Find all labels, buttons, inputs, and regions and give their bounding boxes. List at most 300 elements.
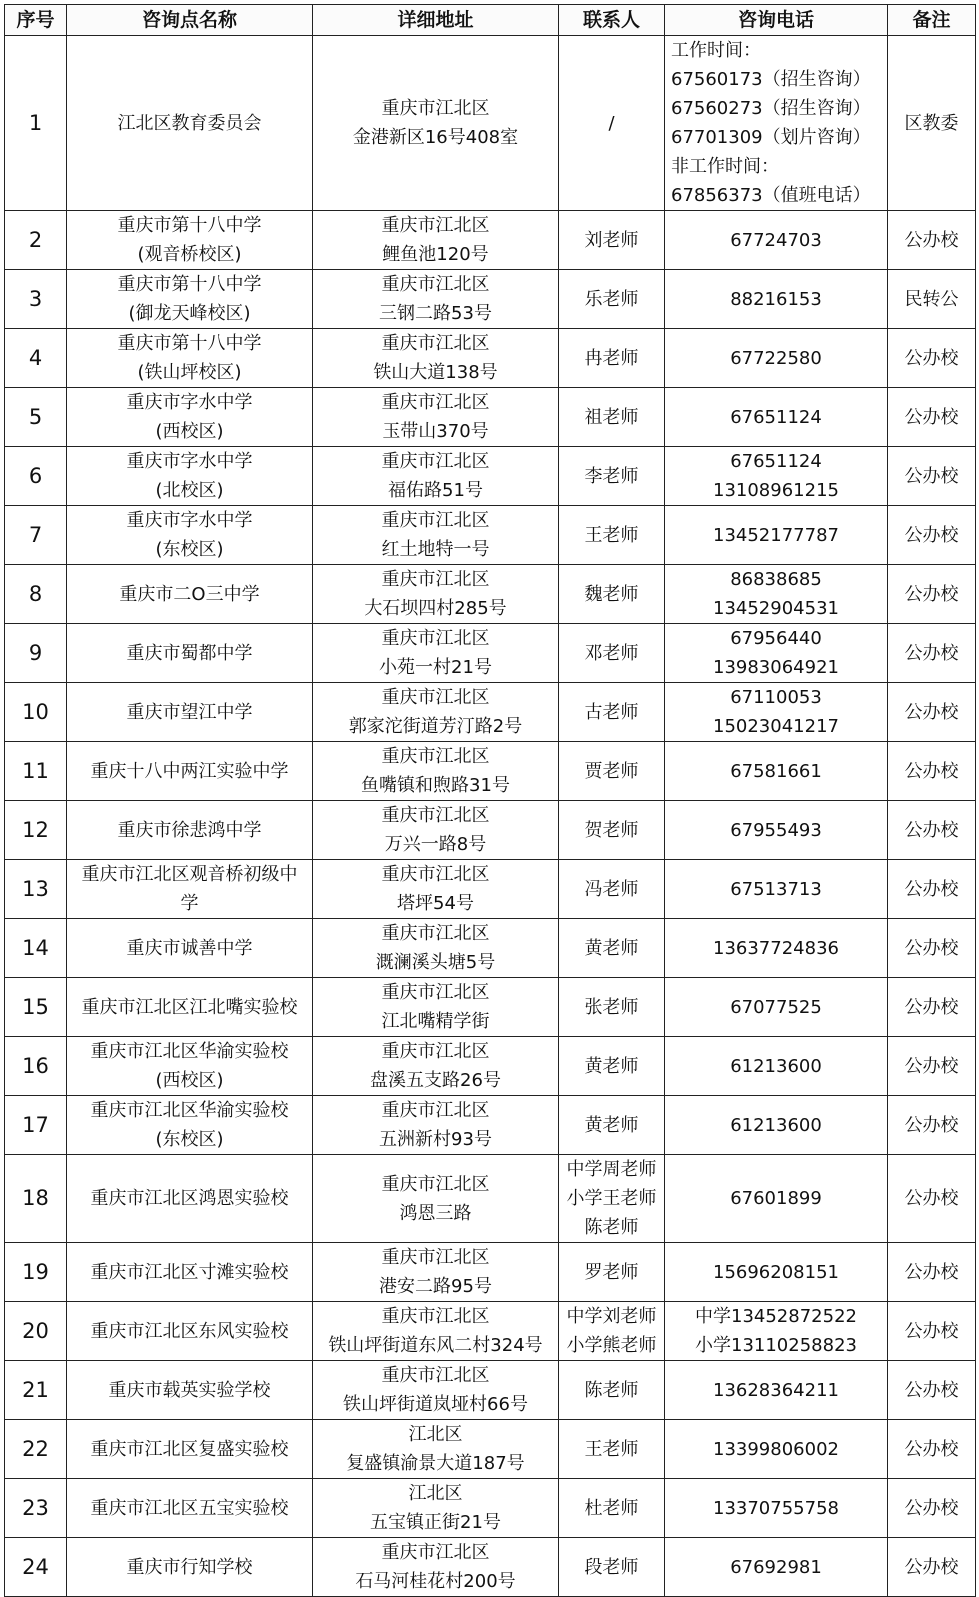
- table-row: [5, 270, 976, 329]
- table-row: [5, 1155, 976, 1243]
- cell-address-line: 万兴一路8号: [384, 834, 487, 855]
- cell-contact: [559, 1420, 665, 1479]
- cell-note: 公办校: [888, 506, 976, 565]
- cell-name: [67, 1096, 313, 1155]
- cell-phone: [665, 1302, 888, 1361]
- table-row: [5, 1361, 976, 1420]
- cell-no: 11: [5, 742, 67, 801]
- table-row: [5, 1479, 976, 1538]
- cell-no: 12: [5, 801, 67, 860]
- cell-address-line: 溉澜溪头塘5号: [375, 952, 496, 973]
- cell-contact: [559, 565, 665, 624]
- cell-name-line: (东校区): [155, 1129, 224, 1150]
- cell-phone: [665, 1096, 888, 1155]
- cell-address-line: 重庆市江北区: [381, 864, 490, 885]
- cell-address-line: 盘溪五支路26号: [370, 1070, 501, 1091]
- cell-name: [67, 1361, 313, 1420]
- cell-address-line: 重庆市江北区: [381, 569, 490, 590]
- header-no: 序号: [5, 5, 67, 36]
- cell-address-line: 重庆市江北区: [381, 1173, 490, 1195]
- cell-name: [67, 919, 313, 978]
- cell-address-line: 五洲新村93号: [379, 1129, 492, 1150]
- cell-contact: [559, 1243, 665, 1302]
- cell-phone: [665, 919, 888, 978]
- cell-no: 5: [5, 388, 67, 447]
- cell-contact: [559, 388, 665, 447]
- cell-name: [67, 1420, 313, 1479]
- cell-address: [313, 1420, 559, 1479]
- cell-no: 20: [5, 1302, 67, 1361]
- cell-phone: [665, 506, 888, 565]
- cell-phone: [665, 447, 888, 506]
- cell-address: [313, 801, 559, 860]
- cell-contact-line: 古老师: [584, 701, 639, 723]
- cell-note: 区教委: [888, 36, 976, 211]
- cell-address-line: 重庆市江北区: [381, 1306, 490, 1327]
- cell-phone: [665, 860, 888, 919]
- table-row: [5, 1302, 976, 1361]
- cell-phone-line: 13370755758: [713, 1497, 839, 1519]
- cell-phone: [665, 565, 888, 624]
- cell-note: 公办校: [888, 1538, 976, 1597]
- cell-contact-line: 张老师: [584, 996, 639, 1018]
- cell-address-line: 铁山坪街道岚垭村66号: [343, 1394, 528, 1415]
- cell-note: 公办校: [888, 1302, 976, 1361]
- cell-phone-line: 13108961215: [713, 480, 839, 501]
- table-row: [5, 624, 976, 683]
- cell-address-line: 重庆市江北区: [381, 923, 490, 944]
- cell-contact-line: 贾老师: [584, 760, 639, 782]
- cell-contact-line: 冯老师: [584, 878, 639, 900]
- cell-address: [313, 506, 559, 565]
- cell-no: 8: [5, 565, 67, 624]
- cell-name: [67, 36, 313, 211]
- cell-contact: [559, 978, 665, 1037]
- cell-address: [313, 919, 559, 978]
- cell-address: [313, 1037, 559, 1096]
- cell-contact: [559, 1479, 665, 1538]
- cell-note: 公办校: [888, 1361, 976, 1420]
- cell-name: [67, 1037, 313, 1096]
- cell-contact: [559, 683, 665, 742]
- cell-contact: [559, 1538, 665, 1597]
- cell-address: [313, 742, 559, 801]
- cell-address-line: 江北区: [408, 1424, 463, 1445]
- cell-no: 10: [5, 683, 67, 742]
- cell-phone-line: 67110053: [730, 687, 822, 708]
- cell-name-line: 重庆市江北区华渝实验校: [90, 1100, 289, 1121]
- cell-no: 24: [5, 1538, 67, 1597]
- table-row: [5, 506, 976, 565]
- cell-name-line: 江北区教育委员会: [117, 112, 262, 134]
- table-row: [5, 329, 976, 388]
- cell-phone-line: 13452177787: [713, 524, 839, 546]
- cell-name-line: 重庆市字水中学: [126, 510, 253, 531]
- table-row: [5, 211, 976, 270]
- cell-contact: [559, 624, 665, 683]
- cell-phone: [665, 388, 888, 447]
- cell-address-line: 重庆市江北区: [381, 1542, 490, 1563]
- cell-address-line: 石马河桂花村200号: [355, 1571, 516, 1592]
- cell-contact-line: 李老师: [584, 465, 639, 487]
- cell-phone: [665, 1243, 888, 1302]
- cell-note: 公办校: [888, 1243, 976, 1302]
- cell-name-line: 重庆市江北区五宝实验校: [90, 1497, 289, 1519]
- cell-address-line: 重庆市江北区: [381, 98, 490, 119]
- cell-contact-line: 祖老师: [584, 406, 639, 428]
- cell-contact: [559, 1037, 665, 1096]
- cell-contact-line: 陈老师: [584, 1217, 639, 1238]
- cell-note: 公办校: [888, 1096, 976, 1155]
- cell-contact-line: 邓老师: [584, 642, 639, 664]
- cell-phone-line: 工作时间：: [671, 40, 761, 61]
- cell-note: 公办校: [888, 801, 976, 860]
- cell-contact: [559, 919, 665, 978]
- cell-contact: [559, 329, 665, 388]
- cell-contact-line: 贺老师: [584, 819, 639, 841]
- table-row: [5, 919, 976, 978]
- cell-address-line: 复盛镇渝景大道187号: [346, 1453, 525, 1474]
- cell-name: [67, 742, 313, 801]
- table-row: [5, 860, 976, 919]
- cell-address-line: 玉带山370号: [382, 421, 489, 442]
- cell-no: 2: [5, 211, 67, 270]
- table-row: [5, 36, 976, 211]
- cell-contact: [559, 1361, 665, 1420]
- cell-no: 6: [5, 447, 67, 506]
- cell-name-line: 重庆市行知学校: [126, 1556, 253, 1578]
- cell-name-line: 重庆市江北区华渝实验校: [90, 1041, 289, 1062]
- cell-note: 公办校: [888, 565, 976, 624]
- cell-address-line: 重庆市江北区: [381, 392, 490, 413]
- cell-address: [313, 388, 559, 447]
- cell-contact-line: 杜老师: [584, 1497, 639, 1519]
- cell-contact: [559, 1155, 665, 1243]
- cell-phone: [665, 36, 888, 211]
- cell-phone: [665, 1538, 888, 1597]
- cell-phone-line: 67692981: [730, 1556, 822, 1578]
- cell-contact-line: 罗老师: [584, 1261, 639, 1283]
- cell-name-line: 重庆市江北区寸滩实验校: [90, 1261, 289, 1283]
- cell-phone: [665, 1420, 888, 1479]
- table-header-row: [5, 5, 976, 36]
- table-row: [5, 565, 976, 624]
- cell-address-line: 重庆市江北区: [381, 1100, 490, 1121]
- cell-contact: [559, 742, 665, 801]
- cell-name-line: 重庆市江北区鸿恩实验校: [90, 1188, 289, 1209]
- cell-name-line: (西校区): [155, 421, 224, 442]
- cell-no: 15: [5, 978, 67, 1037]
- cell-name: [67, 978, 313, 1037]
- cell-name-line: 重庆市江北区观音桥初级中: [81, 864, 298, 885]
- cell-phone-line: 小学13110258823: [695, 1335, 857, 1356]
- cell-phone-line: 15696208151: [713, 1261, 839, 1283]
- cell-address-line: 小苑一村21号: [379, 657, 492, 678]
- cell-address: [313, 1479, 559, 1538]
- cell-phone-line: 67701309（划片咨询）: [671, 127, 871, 148]
- cell-name: [67, 801, 313, 860]
- cell-address-line: 红土地特一号: [381, 539, 490, 560]
- cell-phone: [665, 624, 888, 683]
- table-row: [5, 1420, 976, 1479]
- cell-name-line: (铁山坪校区): [137, 362, 242, 383]
- cell-no: 23: [5, 1479, 67, 1538]
- cell-note: 公办校: [888, 742, 976, 801]
- cell-contact-line: 王老师: [584, 524, 639, 546]
- cell-address-line: 港安二路95号: [379, 1276, 492, 1297]
- cell-name: [67, 1243, 313, 1302]
- cell-no: 16: [5, 1037, 67, 1096]
- consultation-table: [4, 4, 976, 1597]
- cell-contact-line: 中学周老师: [566, 1159, 657, 1180]
- cell-contact-line: 刘老师: [584, 229, 639, 251]
- cell-address-line: 金港新区16号408室: [352, 127, 519, 148]
- cell-contact-line: 黄老师: [584, 1114, 639, 1136]
- cell-name-line: (观音桥校区): [137, 244, 242, 265]
- cell-name-line: 学: [180, 893, 199, 914]
- cell-address-line: 重庆市江北区: [381, 1247, 490, 1268]
- cell-address-line: 大石坝四村285号: [364, 598, 507, 619]
- cell-name-line: (北校区): [155, 480, 224, 501]
- cell-no: 9: [5, 624, 67, 683]
- cell-note: 公办校: [888, 683, 976, 742]
- cell-phone: [665, 1479, 888, 1538]
- cell-address-line: 重庆市江北区: [381, 510, 490, 531]
- cell-address: [313, 1155, 559, 1243]
- table-row: [5, 1243, 976, 1302]
- cell-phone-line: 67651124: [730, 406, 822, 428]
- cell-address-line: 塔坪54号: [397, 893, 474, 914]
- cell-contact-line: 魏老师: [584, 583, 639, 605]
- table-row: [5, 683, 976, 742]
- cell-address-line: 重庆市江北区: [381, 687, 490, 708]
- cell-phone: [665, 1361, 888, 1420]
- cell-address: [313, 683, 559, 742]
- cell-address-line: 重庆市江北区: [381, 274, 490, 295]
- cell-address: [313, 1302, 559, 1361]
- cell-phone: [665, 978, 888, 1037]
- cell-address-line: 铁山大道138号: [373, 362, 498, 383]
- cell-contact-line: 黄老师: [584, 937, 639, 959]
- cell-phone: [665, 801, 888, 860]
- cell-no: 18: [5, 1155, 67, 1243]
- cell-name: [67, 506, 313, 565]
- cell-address-line: 福佑路51号: [388, 480, 483, 501]
- cell-address: [313, 211, 559, 270]
- cell-address: [313, 1096, 559, 1155]
- cell-address-line: 鲤鱼池120号: [382, 244, 489, 265]
- cell-note: 公办校: [888, 978, 976, 1037]
- cell-phone-line: 13399806002: [713, 1438, 839, 1460]
- cell-address-line: 鸿恩三路: [399, 1202, 472, 1224]
- cell-address: [313, 447, 559, 506]
- cell-name: [67, 211, 313, 270]
- table-row: [5, 388, 976, 447]
- cell-note: 公办校: [888, 329, 976, 388]
- cell-no: 7: [5, 506, 67, 565]
- cell-contact-line: /: [608, 112, 615, 134]
- cell-contact-line: 小学王老师: [566, 1188, 657, 1209]
- cell-contact: [559, 447, 665, 506]
- table-row: [5, 1096, 976, 1155]
- cell-name: [67, 1538, 313, 1597]
- cell-phone-line: 67722580: [730, 347, 822, 369]
- cell-address-line: 铁山坪街道东风二村324号: [328, 1335, 543, 1356]
- cell-phone: [665, 683, 888, 742]
- cell-phone-line: 61213600: [730, 1055, 822, 1077]
- table-row: [5, 978, 976, 1037]
- cell-contact-line: 冉老师: [584, 347, 639, 369]
- cell-address: [313, 1243, 559, 1302]
- cell-name-line: (御龙天峰校区): [128, 303, 251, 324]
- cell-address: [313, 1361, 559, 1420]
- cell-phone-line: 中学13452872522: [695, 1306, 857, 1327]
- cell-note: 公办校: [888, 211, 976, 270]
- cell-phone-line: 67077525: [730, 996, 822, 1018]
- cell-name-line: 重庆市江北区复盛实验校: [90, 1438, 289, 1460]
- cell-address-line: 五宝镇正街21号: [370, 1512, 501, 1533]
- cell-name: [67, 683, 313, 742]
- cell-contact: [559, 801, 665, 860]
- cell-no: 3: [5, 270, 67, 329]
- cell-contact-line: 小学熊老师: [566, 1335, 657, 1356]
- cell-name: [67, 1155, 313, 1243]
- cell-phone: [665, 270, 888, 329]
- cell-name: [67, 329, 313, 388]
- cell-address: [313, 36, 559, 211]
- cell-name: [67, 270, 313, 329]
- cell-note: 公办校: [888, 860, 976, 919]
- cell-phone: [665, 1037, 888, 1096]
- cell-address-line: 重庆市江北区: [381, 982, 490, 1003]
- cell-address: [313, 565, 559, 624]
- cell-no: 21: [5, 1361, 67, 1420]
- cell-address-line: 重庆市江北区: [381, 746, 490, 767]
- cell-no: 19: [5, 1243, 67, 1302]
- cell-address: [313, 1538, 559, 1597]
- cell-note: 公办校: [888, 388, 976, 447]
- cell-phone-line: 13637724836: [713, 937, 839, 959]
- cell-name-line: 重庆市字水中学: [126, 451, 253, 472]
- cell-note: 公办校: [888, 624, 976, 683]
- cell-address-line: 重庆市江北区: [381, 805, 490, 826]
- cell-phone: [665, 211, 888, 270]
- cell-no: 22: [5, 1420, 67, 1479]
- cell-name: [67, 624, 313, 683]
- cell-phone-line: 67581661: [730, 760, 822, 782]
- cell-contact-line: 段老师: [584, 1556, 639, 1578]
- cell-phone-line: 67601899: [730, 1188, 822, 1209]
- cell-contact-line: 中学刘老师: [566, 1306, 657, 1327]
- cell-phone-line: 88216153: [730, 288, 822, 310]
- cell-phone-line: 67955493: [730, 819, 822, 841]
- cell-name: [67, 447, 313, 506]
- table-row: [5, 1538, 976, 1597]
- cell-name-line: 重庆市徐悲鸿中学: [117, 819, 262, 841]
- cell-phone: [665, 1155, 888, 1243]
- cell-name: [67, 1302, 313, 1361]
- cell-address: [313, 624, 559, 683]
- cell-no: 1: [5, 36, 67, 211]
- cell-name-line: 重庆市字水中学: [126, 392, 253, 413]
- cell-contact-line: 陈老师: [584, 1379, 639, 1401]
- cell-note: 公办校: [888, 1155, 976, 1243]
- cell-no: 4: [5, 329, 67, 388]
- table-row: [5, 742, 976, 801]
- cell-phone-line: 67956440: [730, 628, 822, 649]
- cell-phone-line: 61213600: [730, 1114, 822, 1136]
- cell-no: 13: [5, 860, 67, 919]
- header-note: 备注: [888, 5, 976, 36]
- cell-phone-line: 67560273（招生咨询）: [671, 98, 871, 119]
- cell-phone-line: 13452904531: [713, 598, 839, 619]
- table-body: [5, 36, 976, 1597]
- table-row: [5, 447, 976, 506]
- cell-contact: [559, 1302, 665, 1361]
- cell-contact-line: 乐老师: [584, 288, 639, 310]
- cell-name-line: 重庆市载英实验学校: [108, 1379, 271, 1401]
- cell-phone-line: 67724703: [730, 229, 822, 251]
- table-row: [5, 801, 976, 860]
- cell-contact: [559, 211, 665, 270]
- cell-name-line: 重庆十八中两江实验中学: [90, 760, 289, 782]
- cell-no: 17: [5, 1096, 67, 1155]
- cell-note: 民转公: [888, 270, 976, 329]
- cell-note: 公办校: [888, 919, 976, 978]
- cell-phone-line: 67651124: [730, 451, 822, 472]
- cell-phone-line: 15023041217: [713, 716, 839, 737]
- cell-phone-line: 13983064921: [713, 657, 839, 678]
- cell-phone-line: 86838685: [730, 569, 822, 590]
- cell-address-line: 重庆市江北区: [381, 333, 490, 354]
- cell-contact: [559, 860, 665, 919]
- cell-name-line: 重庆市江北区江北嘴实验校: [81, 996, 298, 1018]
- cell-address-line: 鱼嘴镇和煦路31号: [361, 775, 510, 796]
- cell-name-line: 重庆市望江中学: [126, 701, 253, 723]
- header-name: 咨询点名称: [67, 5, 313, 36]
- cell-note: 公办校: [888, 447, 976, 506]
- table-row: [5, 1037, 976, 1096]
- cell-address: [313, 978, 559, 1037]
- cell-phone-line: 13628364211: [713, 1379, 839, 1401]
- cell-address-line: 江北嘴精学街: [381, 1011, 490, 1032]
- cell-phone-line: 67560173（招生咨询）: [671, 69, 871, 90]
- cell-name-line: (东校区): [155, 539, 224, 560]
- cell-phone-line: 67856373（值班电话）: [671, 185, 871, 206]
- cell-name-line: 重庆市江北区东风实验校: [90, 1320, 289, 1342]
- cell-name-line: 重庆市二O三中学: [119, 583, 260, 605]
- cell-contact: [559, 36, 665, 211]
- cell-name-line: 重庆市第十八中学: [117, 274, 262, 295]
- cell-name: [67, 565, 313, 624]
- cell-contact-line: 黄老师: [584, 1055, 639, 1077]
- cell-address-line: 重庆市江北区: [381, 215, 490, 236]
- cell-address: [313, 270, 559, 329]
- cell-address-line: 江北区: [408, 1483, 463, 1504]
- cell-note: 公办校: [888, 1037, 976, 1096]
- header-phone: 咨询电话: [665, 5, 888, 36]
- cell-name: [67, 388, 313, 447]
- cell-phone: [665, 742, 888, 801]
- cell-address-line: 重庆市江北区: [381, 628, 490, 649]
- cell-contact: [559, 1096, 665, 1155]
- cell-name-line: 重庆市诚善中学: [126, 937, 253, 959]
- cell-phone-line: 非工作时间：: [671, 156, 779, 177]
- cell-address: [313, 860, 559, 919]
- cell-address-line: 重庆市江北区: [381, 451, 490, 472]
- cell-name-line: 重庆市蜀都中学: [126, 642, 253, 664]
- cell-name-line: 重庆市第十八中学: [117, 333, 262, 354]
